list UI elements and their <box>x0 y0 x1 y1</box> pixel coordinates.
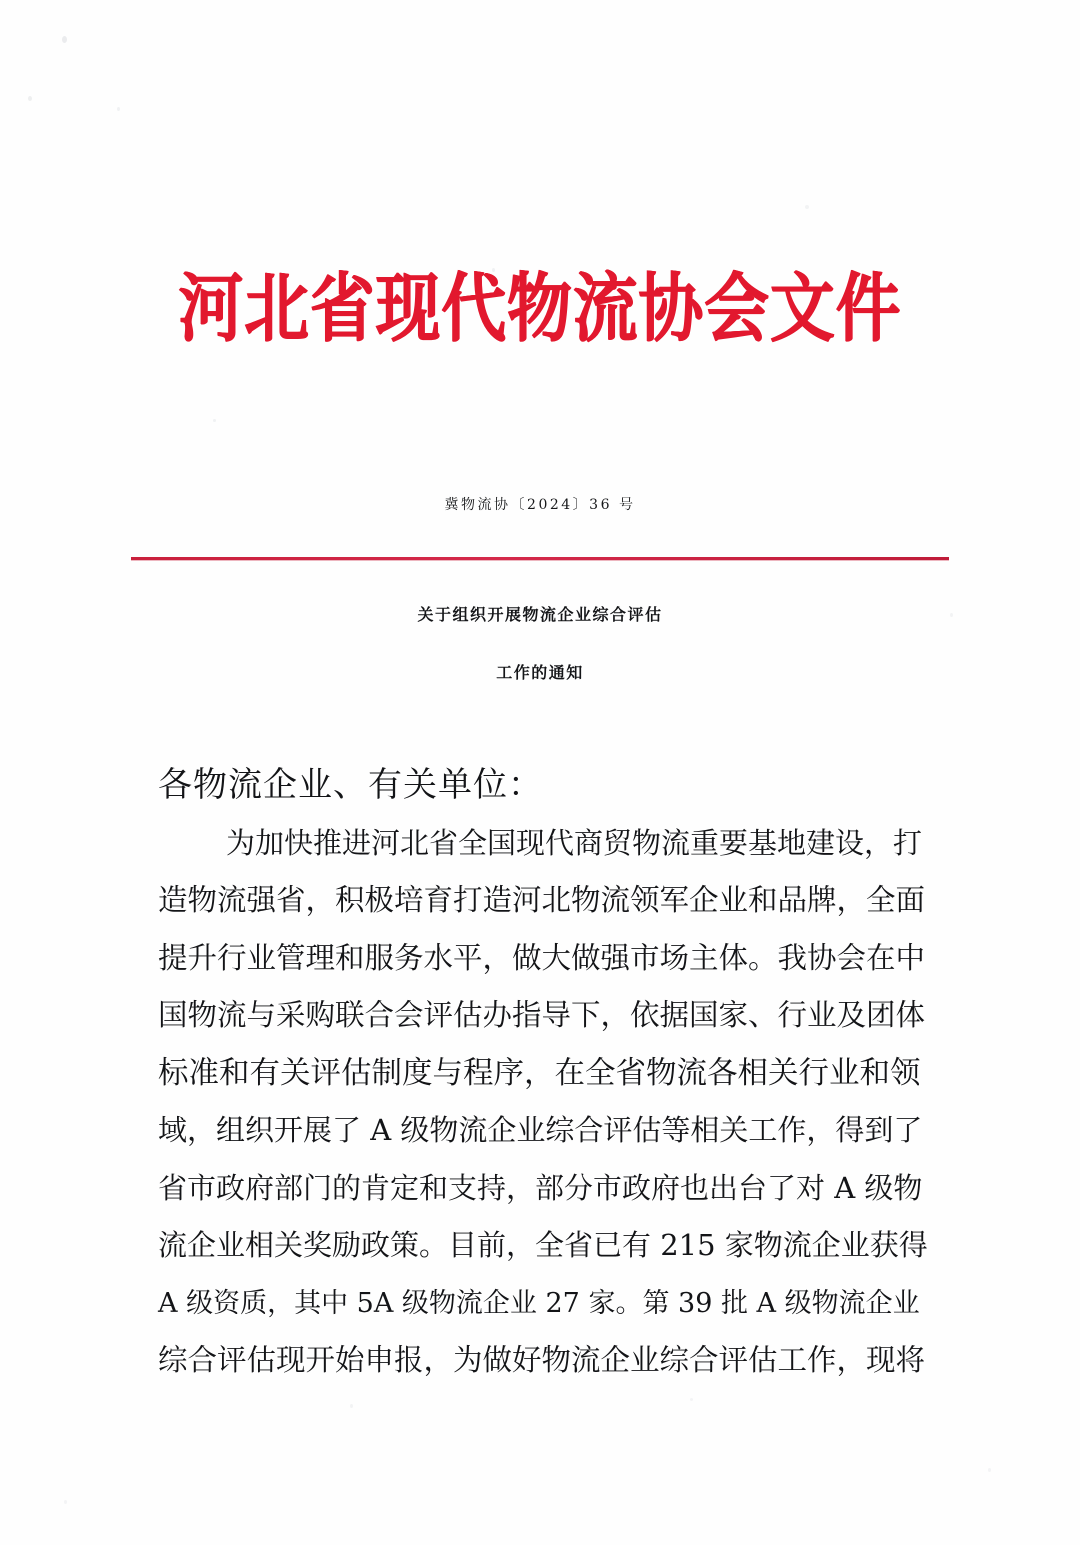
body-line: 省市政府部门的肯定和支持，部分市政府也出台了对 A 级物 <box>158 1170 923 1205</box>
scan-speck <box>213 419 216 422</box>
body-line: A 级资质，其中 5A 级物流企业 27 家。第 39 批 A 级物流企业 <box>158 1287 920 1319</box>
scan-speck <box>805 205 809 209</box>
page-title-line-1: 关于组织开展物流企业综合评估 <box>417 605 663 624</box>
red-separator-rule <box>131 557 949 560</box>
body-line: 提升行业管理和服务水平，做大做强市场主体。我协会在中 <box>158 940 926 975</box>
body-line: 流企业相关奖励政策。目前，全省已有 215 家物流企业获得 <box>158 1228 928 1262</box>
body-salutation: 各物流企业、有关单位： <box>158 765 543 805</box>
body-line: 综合评估现开始申报，为做好物流企业综合评估工作，现将 <box>158 1343 926 1377</box>
body-line: 为加快推进河北省全国现代商贸物流重要基地建设，打 <box>226 825 923 860</box>
scan-speck <box>690 1398 693 1401</box>
page-title-line-2: 工作的通知 <box>496 663 584 682</box>
document-body <box>158 757 928 1390</box>
body-line: 标准和有关评估制度与程序，在全省物流各相关行业和领 <box>158 1055 921 1091</box>
scan-speck <box>988 1468 991 1472</box>
masthead-title: 河北省现代物流协会文件 <box>178 265 902 353</box>
scan-speck <box>350 1404 353 1408</box>
scan-speck <box>28 96 32 101</box>
body-line: 造物流强省，积极培育打造河北物流领军企业和品牌，全面 <box>158 883 926 917</box>
document-number: 冀物流协〔2024〕36 号 <box>444 497 636 513</box>
page-title <box>0 586 1080 702</box>
scan-speck <box>62 36 67 43</box>
body-line: 国物流与采购联合会评估办指导下，依据国家、行业及团体 <box>158 998 926 1032</box>
body-line: 域，组织开展了 A 级物流企业综合评估等相关工作，得到了 <box>158 1113 923 1147</box>
scan-speck <box>117 107 120 111</box>
scan-speck <box>64 1500 67 1504</box>
masthead <box>0 265 1080 353</box>
